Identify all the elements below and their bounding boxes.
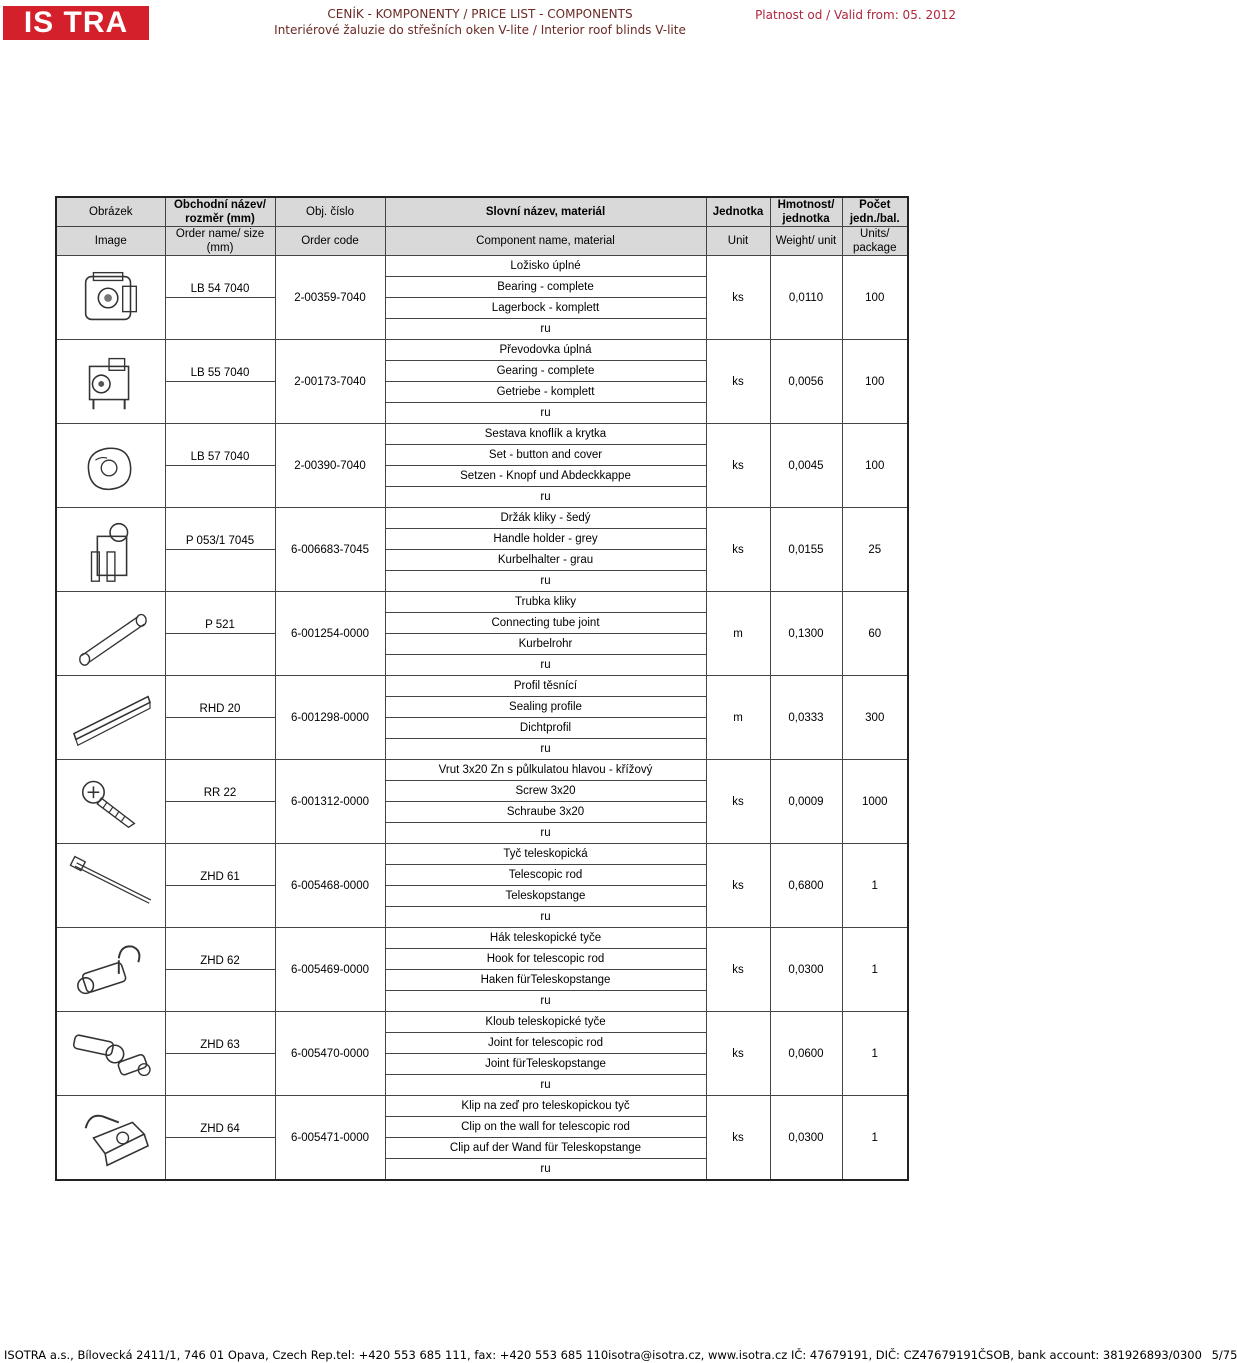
table-row <box>56 844 908 865</box>
table-header <box>56 197 908 256</box>
col-unit-cz: Jednotka <box>706 197 770 227</box>
desc-cz: Držák kliky - šedý <box>385 508 706 529</box>
units-per-package: 60 <box>842 592 908 676</box>
desc-cz: Převodovka úplná <box>385 340 706 361</box>
sealing-profile-icon <box>63 679 159 757</box>
units-per-package: 1 <box>842 1012 908 1096</box>
order-name: ZHD 64 <box>165 1096 275 1138</box>
units-per-package: 100 <box>842 340 908 424</box>
desc-ru: ru <box>385 739 706 760</box>
units-per-package: 100 <box>842 424 908 508</box>
screw-icon <box>63 763 159 841</box>
bearing-icon <box>63 259 159 337</box>
order-name: RR 22 <box>165 760 275 802</box>
unit: ks <box>706 256 770 340</box>
units-per-package: 1 <box>842 1096 908 1181</box>
order-code: 2-00359-7040 <box>275 256 385 340</box>
weight: 0,1300 <box>770 592 842 676</box>
gearing-icon <box>63 343 159 421</box>
units-per-package: 100 <box>842 256 908 340</box>
col-unit-en: Unit <box>706 227 770 256</box>
table-row <box>56 424 908 445</box>
desc-en: Sealing profile <box>385 697 706 718</box>
desc-ru: ru <box>385 907 706 928</box>
unit: ks <box>706 928 770 1012</box>
product-image <box>56 676 165 760</box>
order-code: 2-00173-7040 <box>275 340 385 424</box>
desc-en: Clip on the wall for telescopic rod <box>385 1117 706 1138</box>
col-pack-cz: Počet jedn./bal. <box>842 197 908 227</box>
handle-holder-icon <box>63 511 159 589</box>
order-name: LB 57 7040 <box>165 424 275 466</box>
joint-icon <box>63 1015 159 1093</box>
order-name-extra <box>165 382 275 424</box>
unit: ks <box>706 508 770 592</box>
col-name-en: Order name/ size (mm) <box>165 227 275 256</box>
unit: m <box>706 676 770 760</box>
order-code: 6-001312-0000 <box>275 760 385 844</box>
desc-en: Gearing - complete <box>385 361 706 382</box>
weight: 0,0333 <box>770 676 842 760</box>
desc-cz: Profil těsnící <box>385 676 706 697</box>
desc-en: Set - button and cover <box>385 445 706 466</box>
desc-en: Screw 3x20 <box>385 781 706 802</box>
order-code: 6-005471-0000 <box>275 1096 385 1181</box>
product-image <box>56 592 165 676</box>
desc-ru: ru <box>385 571 706 592</box>
col-weight-cz: Hmotnost/ jednotka <box>770 197 842 227</box>
order-code: 6-005469-0000 <box>275 928 385 1012</box>
product-image <box>56 424 165 508</box>
order-name: P 521 <box>165 592 275 634</box>
table-row <box>56 676 908 697</box>
desc-de: Schraube 3x20 <box>385 802 706 823</box>
weight: 0,0110 <box>770 256 842 340</box>
document-subtitle: Interiérové žaluzie do střešních oken V-lite / Interior roof blinds V-lite <box>274 23 686 37</box>
product-image <box>56 256 165 340</box>
desc-de: Getriebe - komplett <box>385 382 706 403</box>
table-row <box>56 928 908 949</box>
desc-de: Clip auf der Wand für Teleskopstange <box>385 1138 706 1159</box>
col-desc-cz: Slovní název, materiál <box>385 197 706 227</box>
order-name-extra <box>165 550 275 592</box>
col-image-en: Image <box>56 227 165 256</box>
desc-ru: ru <box>385 403 706 424</box>
units-per-package: 1 <box>842 928 908 1012</box>
order-name-extra <box>165 298 275 340</box>
desc-ru: ru <box>385 991 706 1012</box>
unit: ks <box>706 1012 770 1096</box>
desc-de: Haken fürTeleskopstange <box>385 970 706 991</box>
weight: 0,0056 <box>770 340 842 424</box>
order-name-extra <box>165 802 275 844</box>
col-pack-en: Units/ package <box>842 227 908 256</box>
units-per-package: 1000 <box>842 760 908 844</box>
order-code: 6-005470-0000 <box>275 1012 385 1096</box>
desc-cz: Klip na zeď pro teleskopickou tyč <box>385 1096 706 1117</box>
desc-en: Connecting tube joint <box>385 613 706 634</box>
desc-cz: Ložisko úplné <box>385 256 706 277</box>
table-row <box>56 1012 908 1033</box>
order-code: 6-001298-0000 <box>275 676 385 760</box>
desc-de: Lagerbock - komplett <box>385 298 706 319</box>
desc-en: Telescopic rod <box>385 865 706 886</box>
product-image <box>56 1012 165 1096</box>
document-header <box>250 6 710 38</box>
desc-cz: Hák teleskopické tyče <box>385 928 706 949</box>
units-per-package: 1 <box>842 844 908 928</box>
product-image <box>56 760 165 844</box>
desc-ru: ru <box>385 319 706 340</box>
desc-cz: Trubka kliky <box>385 592 706 613</box>
telescopic-rod-icon <box>63 847 159 925</box>
desc-cz: Tyč teleskopická <box>385 844 706 865</box>
knob-cover-icon <box>63 427 159 505</box>
valid-from: Platnost od / Valid from: 05. 2012 <box>755 8 956 22</box>
document-title: CENÍK - KOMPONENTY / PRICE LIST - COMPONENTS <box>327 7 633 21</box>
order-name: ZHD 61 <box>165 844 275 886</box>
desc-cz: Vrut 3x20 Zn s půlkulatou hlavou - křížový <box>385 760 706 781</box>
desc-en: Hook for telescopic rod <box>385 949 706 970</box>
desc-en: Joint for telescopic rod <box>385 1033 706 1054</box>
table-row <box>56 1096 908 1117</box>
col-code-en: Order code <box>275 227 385 256</box>
desc-de: Dichtprofil <box>385 718 706 739</box>
table-row <box>56 256 908 277</box>
table-row <box>56 508 908 529</box>
footer-company: ISOTRA a.s., Bílovecká 2411/1, 746 01 Opava, Czech Rep.tel: +420 553 685 111, fax: +420 553 685 110isotra@isotra.cz, www.isotra.cz IČ: 47679191, DIČ: CZ47679191ČSOB, bank account: 381926893/0300 <box>4 1348 1202 1362</box>
desc-de: Joint fürTeleskopstange <box>385 1054 706 1075</box>
order-name-extra <box>165 970 275 1012</box>
col-desc-en: Component name, material <box>385 227 706 256</box>
weight: 0,0155 <box>770 508 842 592</box>
order-name: RHD 20 <box>165 676 275 718</box>
weight: 0,0300 <box>770 1096 842 1181</box>
page-number: 5/75 <box>1211 1348 1237 1362</box>
order-code: 6-006683-7045 <box>275 508 385 592</box>
col-name-cz: Obchodní název/ rozměr (mm) <box>165 197 275 227</box>
desc-de: Setzen - Knopf und Abdeckkappe <box>385 466 706 487</box>
order-name: LB 54 7040 <box>165 256 275 298</box>
desc-ru: ru <box>385 655 706 676</box>
price-list-table <box>55 196 909 1181</box>
col-image-cz: Obrázek <box>56 197 165 227</box>
order-code: 2-00390-7040 <box>275 424 385 508</box>
desc-cz: Sestava knoflík a krytka <box>385 424 706 445</box>
desc-cz: Kloub teleskopické tyče <box>385 1012 706 1033</box>
desc-ru: ru <box>385 1159 706 1181</box>
wall-clip-icon <box>63 1099 159 1177</box>
order-name: ZHD 62 <box>165 928 275 970</box>
unit: ks <box>706 760 770 844</box>
weight: 0,0045 <box>770 424 842 508</box>
order-name-extra <box>165 634 275 676</box>
order-code: 6-001254-0000 <box>275 592 385 676</box>
product-image <box>56 844 165 928</box>
units-per-package: 25 <box>842 508 908 592</box>
table-row <box>56 760 908 781</box>
unit: ks <box>706 340 770 424</box>
desc-de: Kurbelrohr <box>385 634 706 655</box>
table-row <box>56 592 908 613</box>
order-name-extra <box>165 466 275 508</box>
order-name-extra <box>165 1138 275 1181</box>
desc-en: Handle holder - grey <box>385 529 706 550</box>
isotra-logo: IS TRA <box>3 6 149 40</box>
weight: 0,0300 <box>770 928 842 1012</box>
product-image <box>56 508 165 592</box>
order-name: P 053/1 7045 <box>165 508 275 550</box>
weight: 0,6800 <box>770 844 842 928</box>
weight: 0,0009 <box>770 760 842 844</box>
desc-en: Bearing - complete <box>385 277 706 298</box>
tube-icon <box>63 595 159 673</box>
footer <box>4 1348 1237 1362</box>
unit: m <box>706 592 770 676</box>
product-image <box>56 928 165 1012</box>
product-image <box>56 340 165 424</box>
order-name: ZHD 63 <box>165 1012 275 1054</box>
weight: 0,0600 <box>770 1012 842 1096</box>
desc-ru: ru <box>385 487 706 508</box>
product-image <box>56 1096 165 1181</box>
col-code-cz: Obj. číslo <box>275 197 385 227</box>
desc-de: Teleskopstange <box>385 886 706 907</box>
units-per-package: 300 <box>842 676 908 760</box>
table-row <box>56 340 908 361</box>
desc-de: Kurbelhalter - grau <box>385 550 706 571</box>
desc-ru: ru <box>385 823 706 844</box>
unit: ks <box>706 844 770 928</box>
order-name-extra <box>165 718 275 760</box>
desc-ru: ru <box>385 1075 706 1096</box>
order-name: LB 55 7040 <box>165 340 275 382</box>
unit: ks <box>706 424 770 508</box>
order-code: 6-005468-0000 <box>275 844 385 928</box>
order-name-extra <box>165 886 275 928</box>
col-weight-en: Weight/ unit <box>770 227 842 256</box>
unit: ks <box>706 1096 770 1181</box>
order-name-extra <box>165 1054 275 1096</box>
hook-icon <box>63 931 159 1009</box>
